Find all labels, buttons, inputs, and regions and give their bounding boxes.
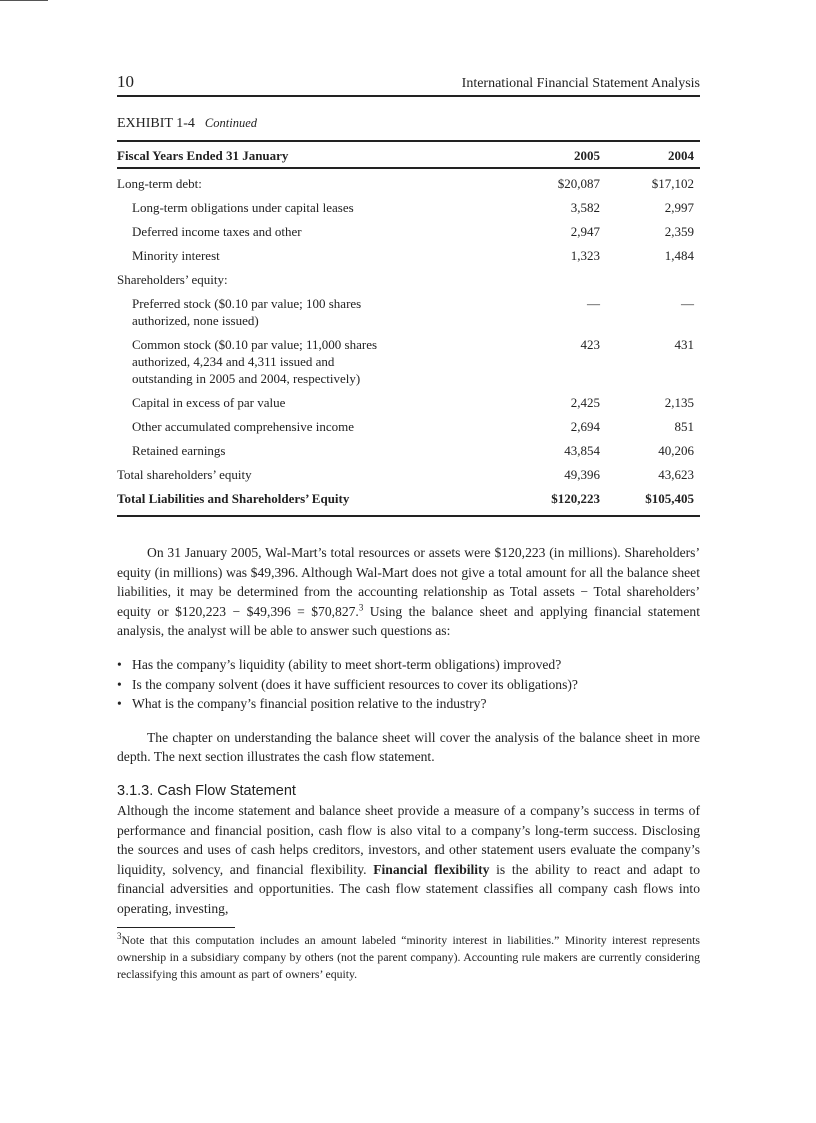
table-row — [117, 220, 700, 244]
paragraph-text: Using the balance sheet and applying financial statement analysis, the analyst will be able to answer such questions as: — [117, 603, 700, 639]
corner-rule — [0, 0, 48, 1]
table-row — [117, 439, 700, 463]
value-2004: 2,359 — [664, 224, 694, 239]
value-2005: 43,854 — [564, 443, 600, 458]
footnote-text: Note that this computation includes an amount labeled “minority interest in liabilities.” Minority interest represents ownership in a subsidiary company by others (not the parent company). Accounting rule makers are currently considering reclassifying this amount as part of owners’ equity. — [117, 932, 700, 981]
column-header: 2004 — [668, 148, 694, 163]
table-row — [117, 268, 700, 292]
value-2004: 43,623 — [658, 467, 694, 482]
value-2005: 1,323 — [570, 248, 600, 263]
value-2004: 2,997 — [664, 200, 694, 215]
list-item: • What is the company’s financial position relative to the industry? — [117, 694, 700, 714]
column-header: Fiscal Years Ended 31 January — [117, 148, 289, 163]
footnote — [117, 932, 700, 983]
value-2004: $17,102 — [651, 176, 694, 191]
value-2004: 40,206 — [658, 443, 694, 458]
footnote-ref: 3 — [358, 602, 364, 613]
value-2005: $120,223 — [520, 487, 606, 516]
exhibit-note: Continued — [204, 116, 257, 130]
row-label: Total Liabilities and Shareholders’ Equity — [117, 487, 520, 516]
table-row — [117, 487, 700, 516]
value-2005: 2,425 — [570, 395, 600, 410]
running-header — [117, 68, 700, 97]
body-text — [117, 543, 700, 983]
value-2005: 423 — [580, 337, 600, 352]
value-2004: 2,135 — [664, 395, 694, 410]
value-2004 — [606, 268, 700, 292]
table-header-row — [117, 141, 700, 168]
row-label: Deferred income taxes and other — [132, 224, 302, 239]
value-2004: — — [681, 296, 694, 311]
paragraph — [117, 801, 700, 919]
table-row — [117, 292, 700, 333]
value-2005: — — [587, 296, 600, 311]
value-2005: 49,396 — [564, 467, 600, 482]
value-2004: 431 — [674, 337, 694, 352]
list-item: • Has the company’s liquidity (ability to meet short-term obligations) improved? — [117, 655, 700, 675]
section-heading: 3.1.3. Cash Flow Statement — [117, 782, 296, 799]
value-2005: 2,694 — [570, 419, 600, 434]
value-2005: 2,947 — [570, 224, 600, 239]
footnote-rule — [117, 927, 235, 928]
book-title: International Financial Statement Analysis — [461, 76, 700, 91]
table-row — [117, 415, 700, 439]
footnote-marker: 3 — [117, 930, 122, 941]
row-label: Common stock ($0.10 par value; 11,000 shares authorized, 4,234 and 4,311 issued and outstanding in 2005 and 2004, respectively) — [132, 337, 378, 386]
value-2004: $105,405 — [606, 487, 700, 516]
list-item: • Is the company solvent (does it have sufficient resources to cover its obligations)? — [117, 675, 700, 695]
paragraph: The chapter on understanding the balance sheet will cover the analysis of the balance sheet in more depth. The next section illustrates the cash flow statement. — [117, 729, 700, 765]
paragraph — [117, 543, 700, 641]
exhibit-label: EXHIBIT 1-4 — [117, 116, 195, 131]
row-label: Long-term debt: — [117, 176, 202, 191]
row-label: Total shareholders’ equity — [117, 467, 252, 482]
page-number: 10 — [117, 72, 134, 91]
row-label: Long-term obligations under capital leases — [132, 200, 354, 215]
table-row — [117, 333, 700, 391]
column-header: 2005 — [574, 148, 600, 163]
value-2004: 851 — [674, 419, 694, 434]
row-label: Other accumulated comprehensive income — [132, 419, 354, 434]
question-list — [117, 655, 700, 714]
row-label: Retained earnings — [132, 443, 226, 458]
value-2005 — [520, 268, 606, 292]
paragraph-text: is the ability to react and adapt to financial adversities and opportunities. The cash flow statement classifies all company cash flows into operating, investing, — [117, 861, 700, 916]
table-row — [117, 244, 700, 268]
key-term: Financial flexibility — [373, 861, 490, 877]
table-row — [117, 196, 700, 220]
row-label: Shareholders’ equity: — [117, 272, 228, 287]
paragraph-text: Although the income statement and balance sheet provide a measure of a company’s success in terms of performance and financial position, cash flow is also vital to a company’s long-term success. Disclosing the sources and uses of cash helps creditors, investors, and other statement users evaluate the company’s liquidity, solvency, and financial flexibility. — [117, 802, 700, 877]
exhibit-caption — [117, 116, 700, 132]
table-row — [117, 463, 700, 487]
balance-sheet-table — [117, 140, 700, 517]
value-2005: $20,087 — [557, 176, 600, 191]
row-label: Preferred stock ($0.10 par value; 100 shares authorized, none issued) — [132, 296, 362, 328]
paragraph-text: On 31 January 2005, Wal-Mart’s total resources or assets were $120,223 (in millions). Shareholders’ equity (in millions) was $49,396. Although Wal-Mart does not give a total amount for all the balance sheet liabilities, it may be determined from the accounting relationship as Total assets − Total shareholders’ equity or $120,223 − $49,396 = $70,827. — [117, 545, 700, 619]
value-2005: 3,582 — [570, 200, 600, 215]
row-label: Minority interest — [132, 248, 220, 263]
value-2004: 1,484 — [664, 248, 694, 263]
table-row — [117, 168, 700, 196]
row-label: Capital in excess of par value — [132, 395, 286, 410]
table-row — [117, 391, 700, 415]
